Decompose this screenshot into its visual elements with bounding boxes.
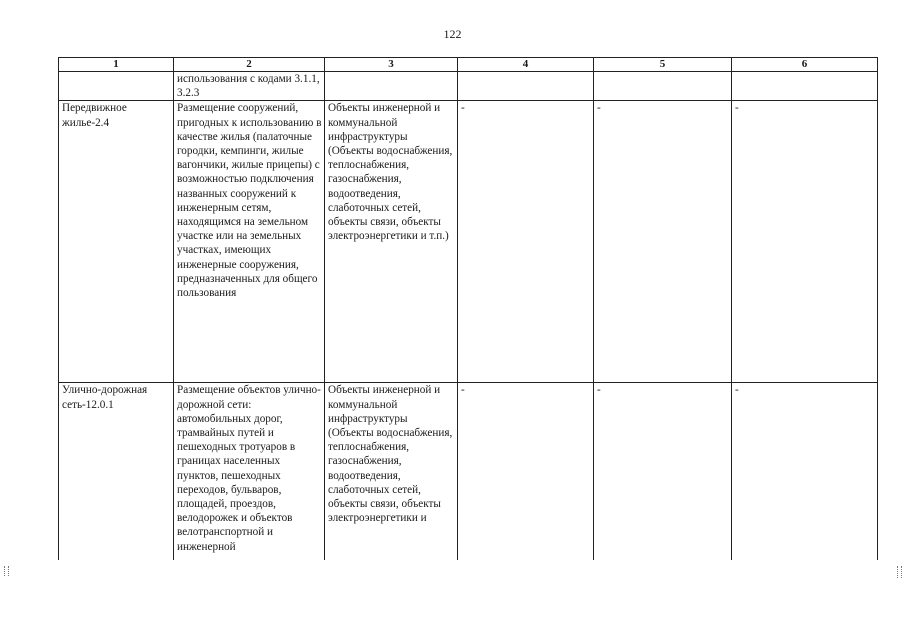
table-cell	[732, 72, 878, 101]
land-use-table	[58, 57, 878, 560]
table-row	[59, 101, 878, 383]
table-row-continuation	[59, 72, 878, 101]
table-cell	[325, 72, 458, 101]
column-header-4: 4	[458, 58, 594, 72]
table-cell	[458, 72, 594, 101]
table-cell: -	[732, 383, 878, 561]
table-cell: -	[458, 101, 594, 383]
land-use-type-cell: Улично-дорожная сеть-12.0.1	[59, 383, 174, 561]
page-number: 122	[443, 27, 462, 41]
scan-edge-mark	[4, 566, 9, 576]
column-header-1: 1	[59, 58, 174, 72]
column-header-3: 3	[325, 58, 458, 72]
table-cell: -	[594, 383, 732, 561]
scan-edge-mark	[897, 566, 902, 578]
column-header-2: 2	[174, 58, 325, 72]
land-use-type-cell: Передвижное жилье-2.4	[59, 101, 174, 383]
column-header-5: 5	[594, 58, 732, 72]
land-use-description-cell: Размещение объектов улично-дорожной сети: автомобильных дорог, трамвайных путей и пешеходных тротуаров в границах населенных пунктов, пешеходных переходов, бульваров, площадей, проездов, велодорожек и объектов велотранспортной и инженерной	[174, 383, 325, 561]
table-cell: использования с кодами 3.1.1, 3.2.3	[174, 72, 325, 101]
table-cell: -	[458, 383, 594, 561]
table-header-row	[59, 58, 878, 72]
table-cell	[594, 72, 732, 101]
table-row	[59, 383, 878, 561]
table-cell	[59, 72, 174, 101]
permitted-objects-cell: Объекты инженерной и коммунальной инфраструктуры (Объекты водоснабжения, теплоснабжения, газоснабжения, водоотведения, слаботочных сетей, объекты связи, объекты электроэнергетики и т.п.)	[325, 101, 458, 383]
table-cell: -	[594, 101, 732, 383]
table-cell: -	[732, 101, 878, 383]
permitted-objects-cell: Объекты инженерной и коммунальной инфраструктуры (Объекты водоснабжения, теплоснабжения, газоснабжения, водоотведения, слаботочных сетей, объекты связи, объекты электроэнергетики и	[325, 383, 458, 561]
land-use-description-cell: Размещение сооружений, пригодных к использованию в качестве жилья (палаточные городки, кемпинги, жилые вагончики, жилые прицепы) с возможностью подключения названных сооружений к инженерным сетям, находящимся на земельном участке или на земельных участках, имеющих инженерные сооружения, предназначенных для общего пользования	[174, 101, 325, 383]
column-header-6: 6	[732, 58, 878, 72]
